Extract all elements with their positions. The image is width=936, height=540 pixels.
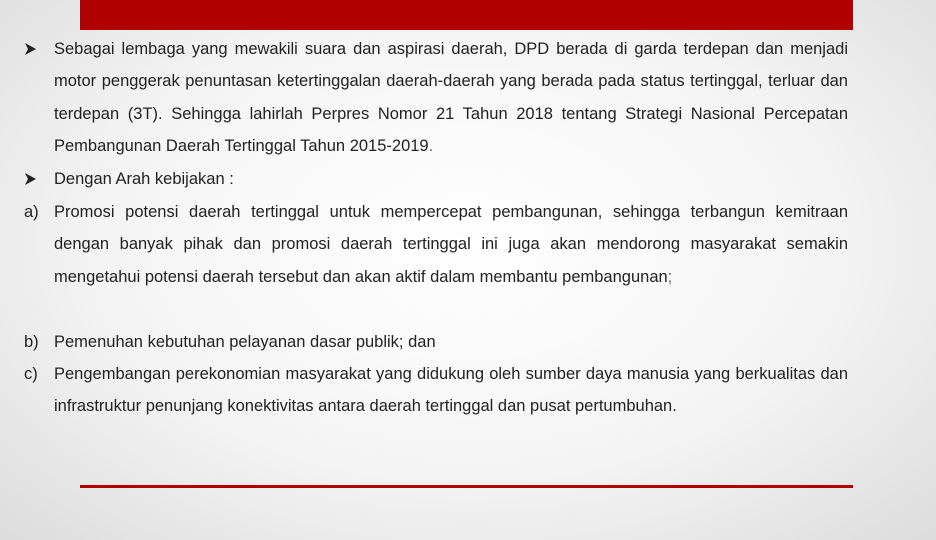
arrow-icon (24, 163, 54, 186)
arrow-icon (24, 33, 54, 56)
bullet-text: Dengan Arah kebijakan : (54, 170, 234, 188)
bottom-divider (80, 485, 853, 488)
list-item-text: Pemenuhan kebutuhan pelayanan dasar publik; dan (54, 333, 436, 351)
list-label: a) (24, 203, 39, 221)
list-item-text: Promosi potensi daerah tertinggal untuk mempercepat pembangunan, sehingga terbangun kemitraan dengan banyak pihak dan promosi daerah tertinggal ini juga akan mendorong masyarakat semakin mengetahui potensi daerah tersebut dan akan aktif dalam membantu pembangunan; (54, 203, 848, 286)
list-label: b) (24, 333, 39, 351)
bullet-text: Sebagai lembaga yang mewakili suara dan aspirasi daerah, DPD berada di garda terdepan dan menjadi motor penggerak penuntasan ketertinggalan daerah-daerah yang berada pada status tertinggal, terluar dan terdepan (3T). Sehingga lahirlah Perpres Nomor 21 Tahun 2018 tentang Strategi Nasional Percepatan Pembangunan Daerah Tertinggal Tahun 2015-2019. (54, 40, 848, 155)
list-item-text: Pengembangan perekonomian masyarakat yang didukung oleh sumber daya manusia yang berkualitas dan infrastruktur penunjang konektivitas antara daerah tertinggal dan pusat pertumbuhan. (54, 365, 848, 416)
list-label: c) (24, 365, 38, 383)
